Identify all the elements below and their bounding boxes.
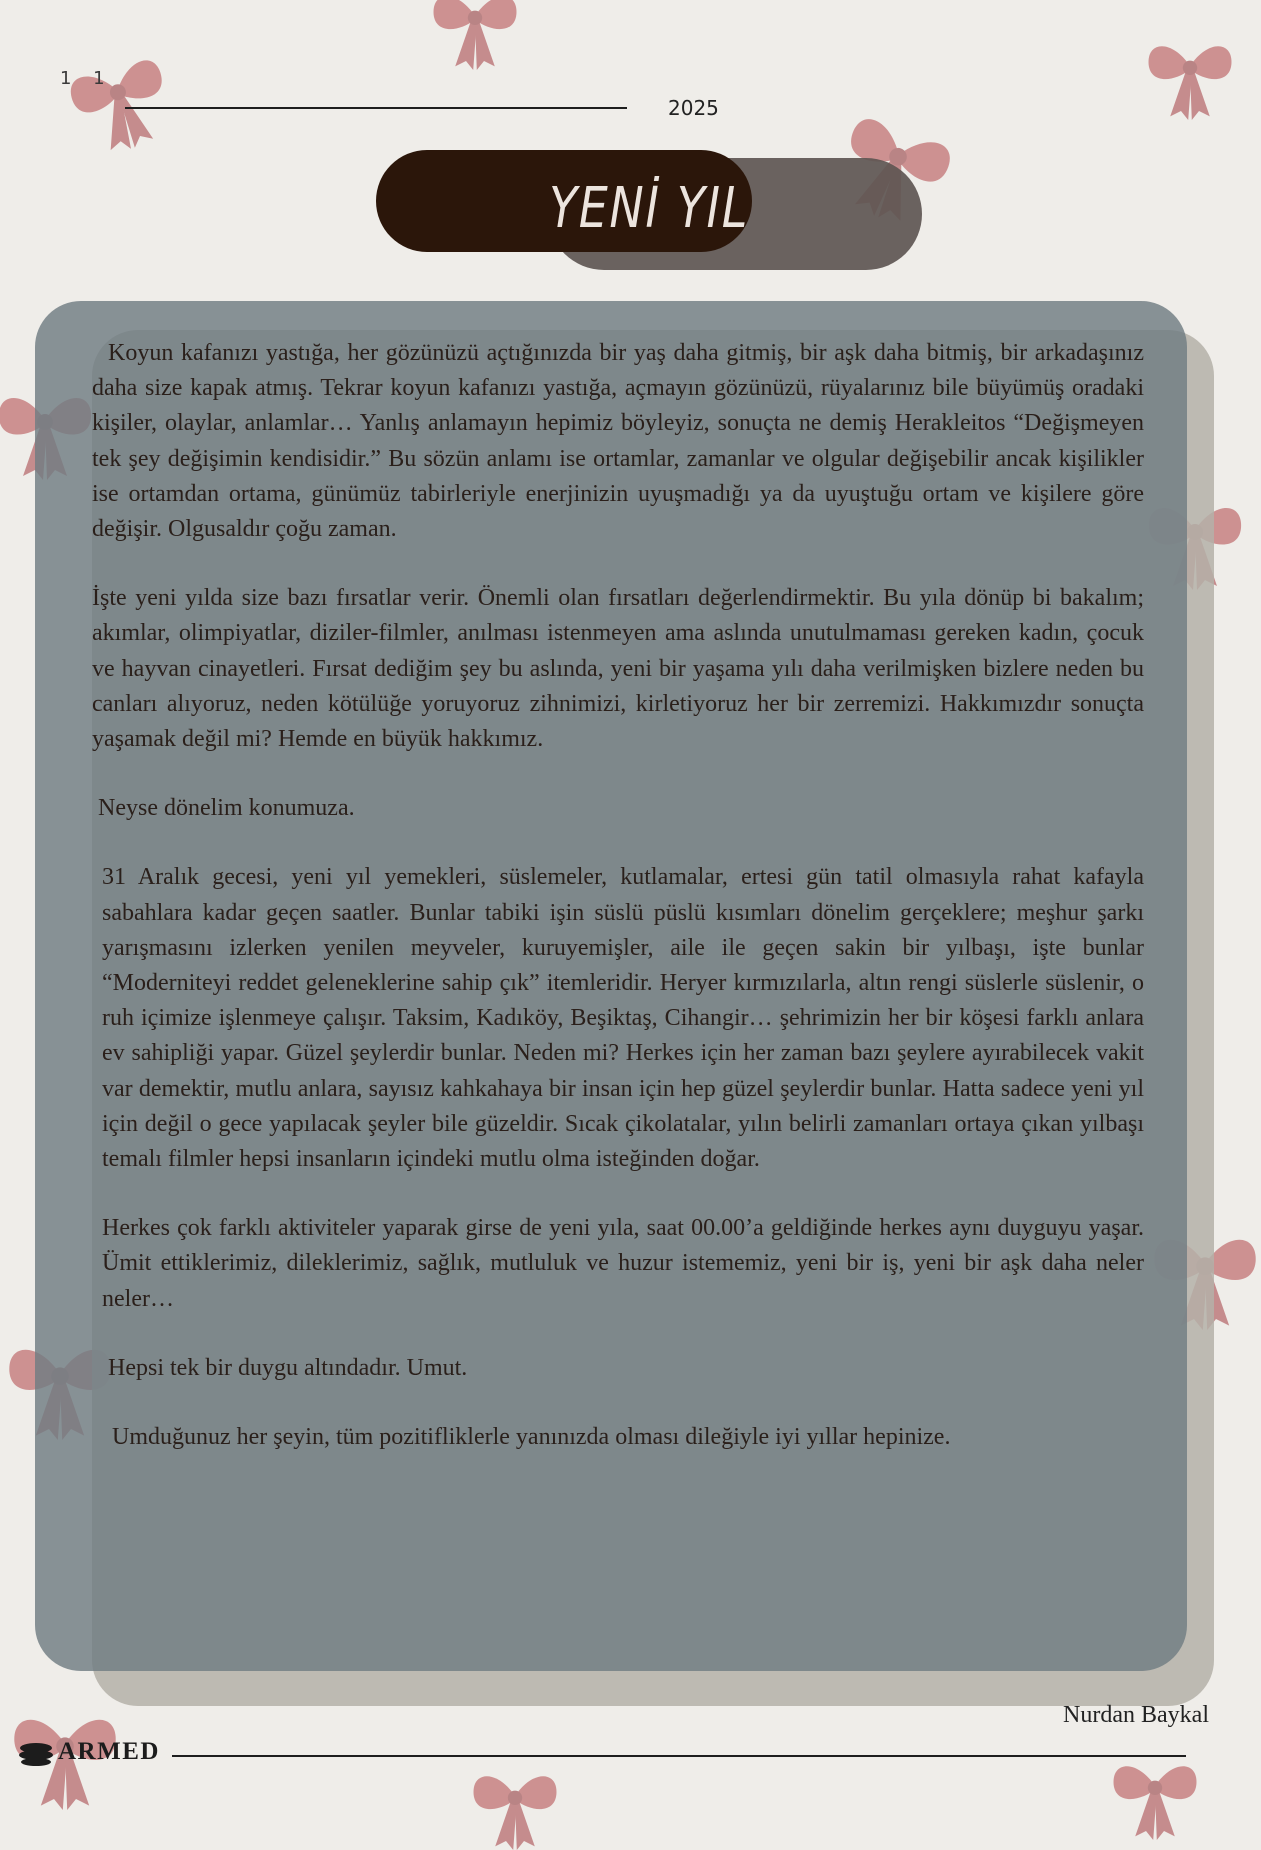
article-paragraph: 31 Aralık gecesi, yeni yıl yemekleri, süslemeler, kutlamalar, ertesi gün tatil olmasıyla rahat kafayla sabahlara kadar geçen saatler. Bunlar tabiki işin süslü püslü kısımları dönelim gerçeklere; meşhur şarkı yarışmasını izlerken yenilen meyveler, kuruyemişler, aile ile geçen sakin bir yılbaşı, işte bunlar “Moderniteyi reddet geleneklerine sahip çık” itemleridir. Heryer kırmızılarla, altın rengi süslerle süslenir, o ruh içimize işlenmeye çalışır. Taksim, Kadıköy, Beşiktaş, Cihangir… şehrimizin her bir köşesi farklı anlara ev sahipliği yapar. Güzel şeylerdir bunlar. Neden mi? Herkes için her zaman bazı şeylere ayırabilecek vakit var demektir, mutlu anlara, sayısız kahkahaya bir insan için hep güzel şeylerdir bunlar. Hatta sadece yeni yıl için değil o gece yapılacak şeyler bile güzeldir. Sıcak çikolatalar, yılın belirli zamanları ortaya çıkan yılbaşı temalı filmler hepsi insanların içindeki mutlu olma isteğinden doğar. bbox=[102, 864, 1144, 1173]
article-paragraph: Hepsi tek bir duygu altındadır. Umut. bbox=[108, 1354, 468, 1381]
bow-icon bbox=[49, 36, 191, 164]
article-paragraph: Neyse dönelim konumuza. bbox=[98, 795, 355, 822]
bow-icon bbox=[420, 0, 530, 70]
footer-divider bbox=[172, 1755, 1186, 1757]
bow-icon bbox=[1140, 30, 1240, 120]
article-paragraph: İşte yeni yılda size bazı fırsatlar verir. Önemli olan fırsatları değerlendirmektir. Bu yıla dönüp bi bakalım; akımlar, olimpiyatlar, diziler-filmler, anılması istenmeyen ama aslında unutulmaması gereken kadın, çocuk ve hayvan cinayetleri. Fırsat dediğim şey bu aslında, yeni bir yaşama yılı daha verilmişken bizlere neden bu canları alıyoruz, neden kötülüğe yoruyoruz zihnimizi, kirletiyoruz her bir zerremizi. Hakkımızdır sonuçta yaşamak değil mi? Hemde en büyük hakkımız. bbox=[92, 585, 1144, 753]
header-divider bbox=[125, 107, 627, 109]
article-paragraph: Herkes çok farklı aktiviteler yaparak girse de yeni yıla, saat 00.00’a geldiğinde herkes aynı duyguyu yaşar. Ümit ettiklerimiz, dileklerimiz, sağlık, mutluluk ve huzur istememiz, yeni bir iş, yeni bir aşk daha neler neler… bbox=[102, 1215, 1144, 1312]
page-title: YENİ YIL bbox=[549, 176, 749, 241]
issue-year: 2025 bbox=[668, 96, 719, 120]
bow-icon bbox=[455, 1760, 575, 1850]
logo-icon bbox=[18, 1740, 54, 1768]
bow-icon bbox=[1100, 1750, 1210, 1840]
article-body bbox=[92, 336, 1144, 1455]
article-paragraph: Koyun kafanızı yastığa, her gözünüzü açtığınızda bir yaş daha gitmiş, bir aşk daha bitmiş, bir arkadaşınız daha size kapak atmış. Tekrar koyun kafanızı yastığa, açmayın gözünüzü, rüyalarınız bile büyümüş oradaki kişiler, olaylar, anlamlar… Yanlış anlamayın hepimiz böyleyiz, sonuçta ne demiş Herakleitos “Değişmeyen tek şey değişimin kendisidir.” Bu sözün anlamı ise ortamlar, zamanlar ve olgular değişebilir ancak kişilikler ise ortamdan ortama, günümüz tabirleriyle enerjinizin uyuşmadığı ya da uyuştuğu ortam ve kişilere göre değişir. Olgusaldır çoğu zaman. bbox=[92, 340, 1144, 543]
page-number: 1 1 bbox=[60, 68, 113, 89]
article-paragraph: Umduğunuz her şeyin, tüm pozitifliklerle yanınızda olması dileğiyle iyi yıllar hepinize. bbox=[112, 1424, 951, 1451]
logo: ARMED bbox=[58, 1738, 160, 1765]
author-name: Nurdan Baykal bbox=[1063, 1702, 1209, 1728]
